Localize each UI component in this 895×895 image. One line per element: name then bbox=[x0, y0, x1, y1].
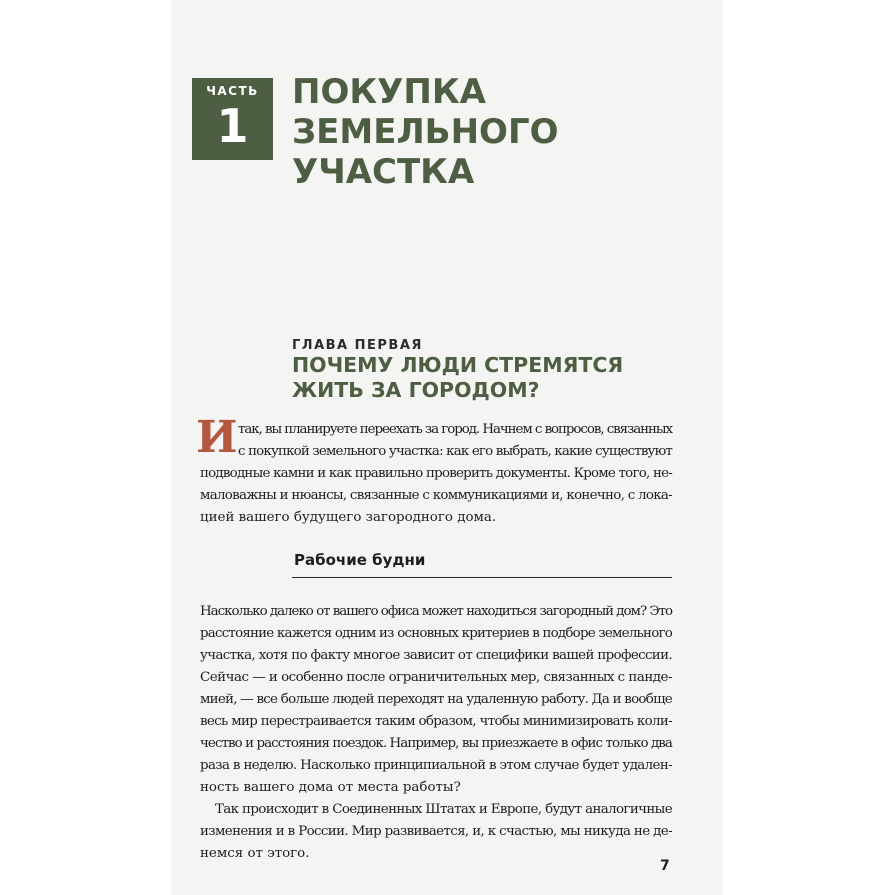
part-badge bbox=[192, 78, 273, 160]
body-line: мией, — все больше людей переходят на удаленную работу. Да и вообще bbox=[200, 692, 672, 707]
intro-line: маловажны и нюансы, связанные с коммуникациями и, конечно, с лока- bbox=[200, 488, 672, 503]
body-line: Насколько далеко от вашего офиса может находиться загородный дом? Это bbox=[200, 604, 672, 619]
intro-line: так, вы планируете переехать за город. Начнем с вопросов, связанных bbox=[238, 422, 672, 437]
chapter-title-line: ПОЧЕМУ ЛЮДИ СТРЕМЯТСЯ bbox=[292, 353, 624, 377]
page-number: 7 bbox=[660, 858, 670, 874]
body-line: ность вашего дома от места работы? bbox=[200, 780, 461, 795]
part-number: 1 bbox=[216, 99, 249, 153]
body-line: Сейчас — и особенно после ограничительных мер, связанных с панде- bbox=[200, 670, 672, 685]
body-line: изменения и в России. Мир развивается, и, к счастью, мы никуда не де- bbox=[200, 824, 672, 839]
body-line: чество и расстояния поездок. Например, вы приезжаете в офис только два bbox=[200, 736, 672, 751]
body-line: расстояние кажется одним из основных критериев в подборе земельного bbox=[200, 626, 672, 641]
chapter-title bbox=[292, 353, 682, 403]
body-line: немся от этого. bbox=[200, 846, 310, 861]
part-label: ЧАСТЬ bbox=[206, 84, 259, 98]
drop-cap: И bbox=[196, 412, 238, 463]
section-divider bbox=[292, 577, 672, 578]
body-line: участка, хотя по факту многое зависит от специфики вашей профессии. bbox=[200, 648, 672, 663]
intro-line: цией вашего будущего загородного дома. bbox=[200, 510, 497, 525]
part-title-line: ПОКУПКА bbox=[292, 72, 486, 112]
chapter-title-line: ЖИТЬ ЗА ГОРОДОМ? bbox=[292, 378, 540, 402]
intro-line: подводные камни и как правильно проверить документы. Кроме того, не- bbox=[200, 466, 672, 481]
body-line: весь мир перестраивается таким образом, чтобы минимизировать коли- bbox=[200, 714, 672, 729]
intro-line: с покупкой земельного участка: как его выбрать, какие существуют bbox=[238, 444, 672, 459]
body-line: Так происходит в Соединенных Штатах и Европе, будут аналогичные bbox=[215, 802, 672, 817]
part-title bbox=[292, 72, 672, 192]
part-title-line: УЧАСТКА bbox=[292, 152, 475, 192]
body-line: раза в неделю. Насколько принципиальной в этом случае будет удален- bbox=[200, 758, 672, 773]
chapter-label: ГЛАВА ПЕРВАЯ bbox=[292, 338, 423, 353]
section-title: Рабочие будни bbox=[294, 551, 426, 569]
part-title-line: ЗЕМЕЛЬНОГО bbox=[292, 112, 559, 152]
